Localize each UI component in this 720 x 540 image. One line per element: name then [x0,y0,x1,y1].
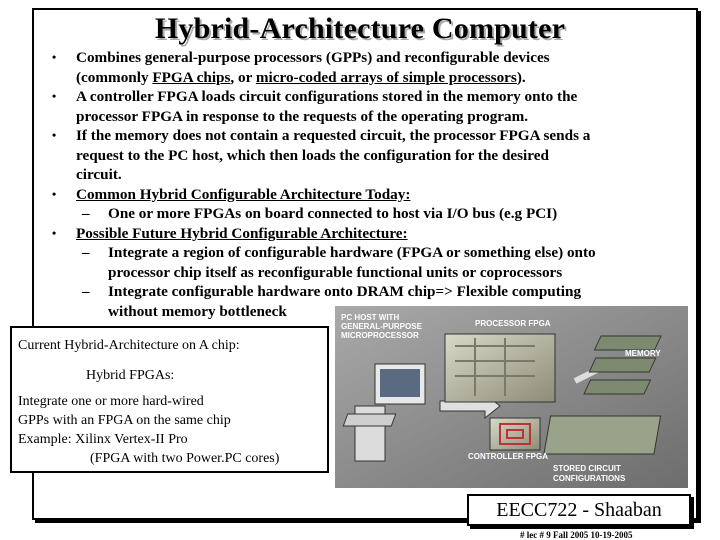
processor-fpga-chip [445,334,555,402]
bullet-2-line-2: processor FPGA in response to the requests of the operating program. [76,107,529,125]
bullet-5-sub-2-line-2: without memory bottleneck [108,302,287,320]
callout-line-1: Current Hybrid-Architecture on A chip: [18,338,240,353]
bullet-dot: • [52,128,57,142]
callout-line-2: Hybrid FPGAs: [86,368,175,383]
bullet-5 [46,224,694,244]
fpga-chips-link: FPGA chips [152,68,231,86]
lecture-meta: # lec # 9 Fall 2005 10-19-2005 [520,530,633,540]
bullet-3 [46,126,694,185]
bullet-2 [46,87,694,126]
pc-host-label-2: GENERAL-PURPOSE [341,322,422,331]
bullet-4 [46,185,694,205]
bullet-dot: • [52,225,57,240]
dash-marker: – [82,205,90,222]
stored-circuit-label-2: CONFIGURATIONS [553,474,626,483]
callout-line-6: (FPGA with two Power.PC cores) [90,451,280,466]
bullet-5-heading: Possible Future Hybrid Configurable Architecture: [76,224,408,242]
bullet-1-line-1: Combines general-purpose processors (GPPs) and reconfigurable devices [76,49,550,66]
bullet-4-sub-1-text: One or more FPGAs on board connected to host via I/O bus (e.g PCI) [108,205,558,222]
course-badge: EECC722 - Shaaban [467,494,691,526]
micro-coded-arrays-link: micro-coded arrays of simple processors [255,68,517,86]
bullet-dot: • [52,89,57,103]
stored-circuit-label-1: STORED CIRCUIT [553,464,621,473]
controller-fpga-chip [490,418,540,450]
callout-line-5: Example: Xilinx Vertex-II Pro [18,432,188,447]
callout-line-4: GPPs with an FPGA on the same chip [18,413,231,428]
bullet-dot: • [52,50,57,64]
text-run: , or [230,68,256,86]
slide-title: Hybrid-Architecture Computer [154,12,566,45]
configuration-board [544,416,661,454]
bullet-4-sub-1 [46,204,694,224]
bullet-3-line-2: request to the PC host, which then loads the configuration for the desired [76,146,549,164]
pc-host-label-3: MICROPROCESSOR [341,331,419,340]
bullet-5-sub-1-line-1: Integrate a region of configurable hardware (FPGA or something else) onto [108,244,596,261]
bullet-1 [46,48,694,87]
bullet-5-sub-1 [46,243,694,282]
processor-fpga-label: PROCESSOR FPGA [475,319,551,328]
callout-line-3: Integrate one or more hard-wired [18,394,204,409]
bullet-dot: • [52,186,57,201]
bullet-1-line-2 [76,68,694,88]
bullet-5-sub-2-line-1: Integrate configurable hardware onto DRAM chip=> Flexible computing [108,283,582,300]
bullet-3-line-1: If the memory does not contain a requested circuit, the processor FPGA sends a [76,127,591,144]
bullet-3-line-3: circuit. [76,166,122,183]
text-run: ). [516,68,526,86]
text-run: (commonly [76,68,153,86]
bullet-list [46,48,694,321]
controller-fpga-label: CONTROLLER FPGA [468,452,548,461]
pc-host-label-1: PC HOST WITH [341,313,400,322]
dash-marker: – [82,283,90,300]
dash-marker: – [82,244,90,261]
hybrid-chip-callout [10,326,329,473]
bullet-2-line-1: A controller FPGA loads circuit configurations stored in the memory onto the [76,88,578,105]
hybrid-architecture-figure [335,306,688,488]
bullet-5-sub-1-line-2: processor chip itself as reconfigurable functional units or coprocessors [108,263,563,281]
bullet-4-heading: Common Hybrid Configurable Architecture Today: [76,185,411,203]
memory-label: MEMORY [625,349,661,358]
